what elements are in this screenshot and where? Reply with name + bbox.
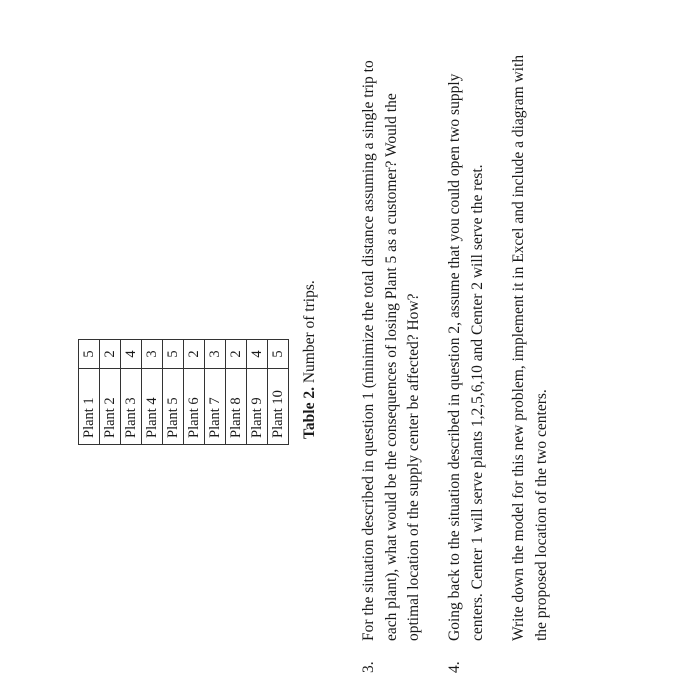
trips-count-cell: 2 — [184, 340, 205, 369]
table-row — [247, 340, 268, 445]
trips-count-cell: 2 — [226, 340, 247, 369]
question-text: Going back to the situation described in question 2, assume that you could open two supply centers. Center 1 will serve plants 1,2,5,6,10 and Center 2 will serve the rest. — [446, 73, 486, 641]
plant-name-cell: Plant 5 — [163, 369, 184, 445]
question-3 — [358, 33, 428, 673]
table-row — [121, 340, 142, 445]
table-caption — [301, 280, 319, 439]
plant-name-cell: Plant 2 — [100, 369, 121, 445]
question-text: For the situation described in question 1 (minimize the total distance assuming a single trip to each plant), what would be the consequences of losing Plant 5 as a customer? Would the optimal location of the supply center be affected? How? — [360, 60, 422, 641]
question-number: 3. — [360, 661, 377, 673]
trips-count-cell: 5 — [79, 340, 100, 369]
table-row — [100, 340, 121, 445]
trips-count-cell: 4 — [247, 340, 268, 369]
trips-count-cell: 4 — [121, 340, 142, 369]
plant-name-cell: Plant 6 — [184, 369, 205, 445]
trips-count-cell: 5 — [163, 340, 184, 369]
trips-count-cell: 3 — [142, 340, 163, 369]
table-row — [268, 340, 289, 445]
plant-name-cell: Plant 9 — [247, 369, 268, 445]
table-row — [205, 340, 226, 445]
table-caption-label: Table 2. — [301, 387, 318, 439]
table-row — [226, 340, 247, 445]
trips-table-body — [79, 340, 289, 445]
plant-name-cell: Plant 3 — [121, 369, 142, 445]
table-row — [163, 340, 184, 445]
table-caption-text: Number of trips. — [301, 280, 318, 388]
plant-name-cell: Plant 8 — [226, 369, 247, 445]
plant-name-cell: Plant 7 — [205, 369, 226, 445]
trips-count-cell: 3 — [205, 340, 226, 369]
question-number: 4. — [446, 661, 463, 673]
question-4 — [444, 33, 494, 673]
table-row — [79, 340, 100, 445]
plant-name-cell: Plant 1 — [79, 369, 100, 445]
trips-count-cell: 5 — [268, 340, 289, 369]
trips-count-cell: 2 — [100, 340, 121, 369]
trips-table — [78, 339, 289, 445]
plant-name-cell: Plant 10 — [268, 369, 289, 445]
question-4-instruction: Write down the model for this new problem, implement it in Excel and include a diagram with the proposed location of the two centers. — [510, 54, 550, 641]
plant-name-cell: Plant 4 — [142, 369, 163, 445]
table-row — [184, 340, 205, 445]
table-row — [142, 340, 163, 445]
